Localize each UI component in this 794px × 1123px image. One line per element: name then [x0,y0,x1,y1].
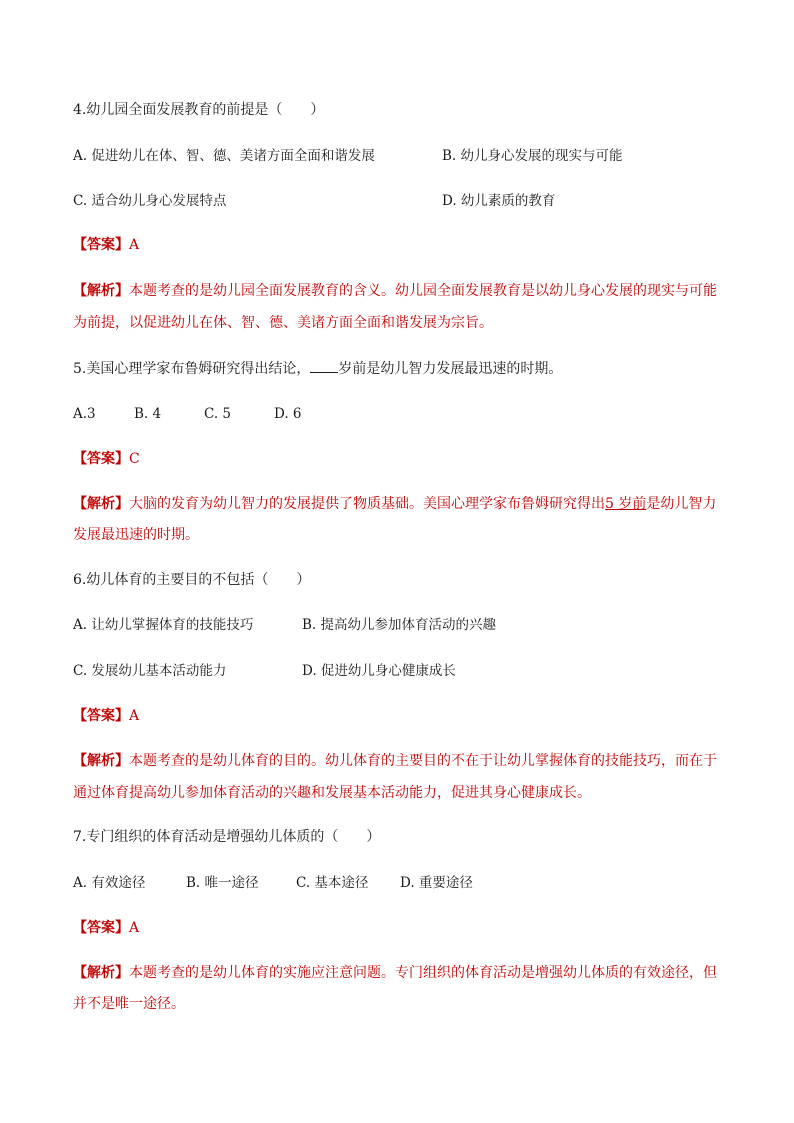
analysis-text: 本题考查的是幼儿体育的目的。幼儿体育的主要目的不在于让幼儿掌握体育的技能技巧，而在于 [129,753,717,769]
question-7-option-b: B. 唯一途径 [186,875,259,891]
question-4-option-a: A. 促进幼儿在体、智、德、美诸方面全面和谐发展 [73,148,375,164]
question-5-stem [73,358,562,379]
answer-blank [310,358,338,373]
question-4-option-c: C. 适合幼儿身心发展特点 [73,193,227,209]
question-4-analysis-line-1 [73,281,717,301]
question-7-stem: 7.专门组织的体育活动是增强幼儿体质的（ ） [73,829,381,845]
question-6-option-b: B. 提高幼儿参加体育活动的兴趣 [302,617,497,633]
answer-label: 【答案】 [73,237,129,253]
question-5-option-b: B. 4 [134,406,162,422]
analysis-text-before: 大脑的发育为幼儿智力的发展提供了物质基础。美国心理学家布鲁姆研究得出 [129,496,605,512]
question-7-option-a: A. 有效途径 [73,875,146,891]
question-5-analysis-line-2: 发展最迅速的时期。 [73,527,199,543]
answer-value: C [129,451,140,467]
analysis-text-after: 是幼儿智力 [646,496,717,512]
question-7-option-d: D. 重要途径 [400,875,473,891]
answer-label: 【答案】 [73,451,129,467]
analysis-label: 【解析】 [73,283,129,299]
question-6-option-c: C. 发展幼儿基本活动能力 [73,663,227,679]
question-6-stem: 6.幼儿体育的主要目的不包括（ ） [73,572,311,588]
analysis-label: 【解析】 [73,965,129,981]
analysis-text: 本题考查的是幼儿体育的实施应注意问题。专门组织的体育活动是增强幼儿体质的有效途径，但 [129,965,717,981]
question-7-analysis-line-2: 并不是唯一途径。 [73,996,185,1012]
question-5-answer [73,449,140,469]
analysis-text: 本题考查的是幼儿园全面发展教育的含义。幼儿园全面发展教育是以幼儿身心发展的现实与可能 [129,283,717,299]
question-5-option-d: D. 6 [274,406,302,422]
question-7-analysis-line-1 [73,963,717,983]
question-4-option-d: D. 幼儿素质的教育 [442,193,556,209]
question-4-option-b: B. 幼儿身心发展的现实与可能 [442,148,623,164]
question-7-option-c: C. 基本途径 [296,875,369,891]
question-4-analysis-line-2: 为前提，以促进幼儿在体、智、德、美诸方面全面和谐发展为宗旨。 [73,315,493,331]
question-6-answer [73,706,139,726]
answer-value: A [129,708,140,724]
question-6-option-d: D. 促进幼儿身心健康成长 [302,663,456,679]
stem-text-before: 5.美国心理学家布鲁姆研究得出结论， [73,361,311,377]
answer-value: A [129,920,140,936]
question-4-stem: 4.幼儿园全面发展教育的前提是（ ） [73,102,325,118]
question-4-answer [73,235,139,255]
question-5-analysis-line-1 [73,494,716,514]
answer-label: 【答案】 [73,920,129,936]
question-6-analysis-line-2: 通过体育提高幼儿参加体育活动的兴趣和发展基本活动能力，促进其身心健康成长。 [73,785,591,801]
analysis-underlined-text: 5 岁前 [605,496,647,512]
analysis-label: 【解析】 [73,753,129,769]
answer-label: 【答案】 [73,708,129,724]
question-6-option-a: A. 让幼儿掌握体育的技能技巧 [73,617,254,633]
question-6-analysis-line-1 [73,751,717,771]
question-7-answer [73,918,139,938]
analysis-label: 【解析】 [73,496,129,512]
answer-value: A [129,237,140,253]
stem-text-after: 岁前是幼儿智力发展最迅速的时期。 [338,361,563,377]
question-5-option-a: A.3 [73,406,96,422]
question-5-option-c: C. 5 [204,406,232,422]
